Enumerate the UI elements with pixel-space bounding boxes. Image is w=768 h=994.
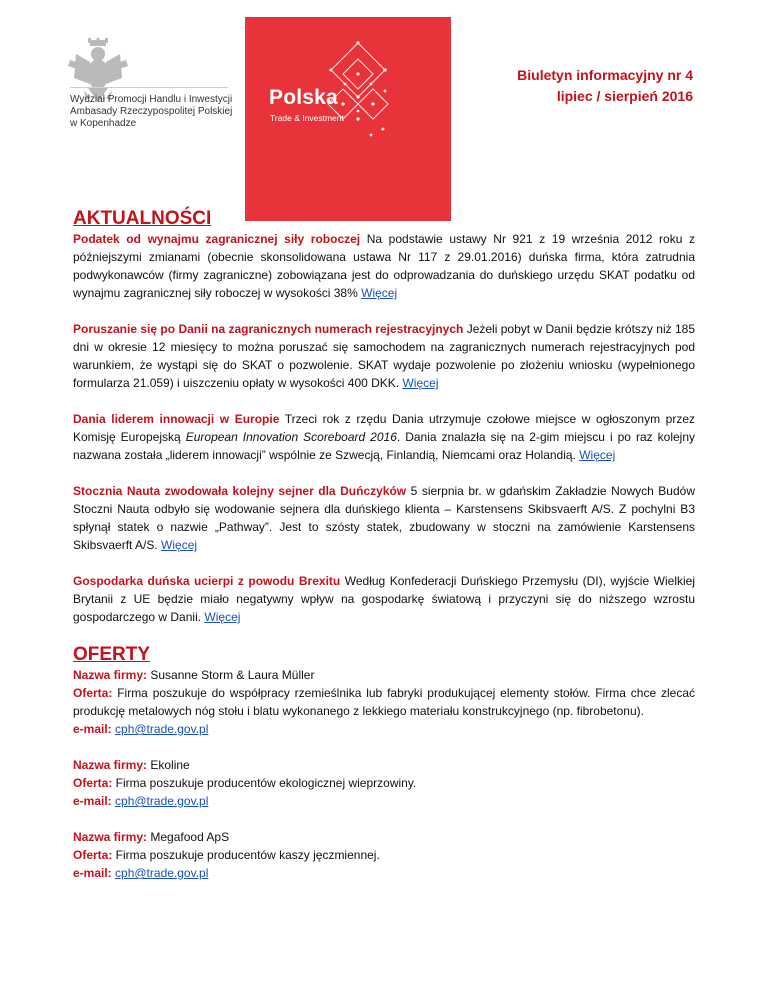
news-item (73, 230, 695, 302)
more-link[interactable]: Więcej (402, 376, 439, 390)
more-link[interactable]: Więcej (204, 610, 241, 624)
divider (70, 87, 228, 88)
news-text-italic: European Innovation Scoreboard 2016 (185, 430, 397, 444)
news-text: Jeżeli pobyt w Danii będzie krótszy niż 185 dni w okresie 12 miesięcy to można poruszać się samochodem na zagranicznych numerach rejestracyjnych pod warunkiem, że wystąpi się do SKAT o pozwolenie. SKAT wydaje pozwolenie po złożeniu wniosku (wypełnionego formularza 21.059) i uiszczeniu opłaty w wysokości 400 DKK. (73, 322, 696, 390)
news-title: Poruszanie się po Danii na zagranicznych numerach rejestracyjnych (73, 322, 464, 336)
news-item (73, 482, 695, 554)
news-title: Gospodarka duńska ucierpi z powodu Brexitu (73, 574, 341, 588)
news-text: Na podstawie ustawy Nr 921 z 19 września 2012 roku z późniejszymi zmianami (obecnie skonsolidowana ustawa Nr 117 z 29.01.2016) duńska firma, która zatrudnia podwykonawców (firmy zagraniczne) zobowiązana jest do odprowadzania do duńskiego urzędu SKAT podatku od wynajmu zagranicznej siły roboczej w wysokości 38% (73, 232, 695, 300)
offer-description: Oferta: Firma poszukuje producentów ekologicznej wieprzowiny. (73, 776, 417, 790)
news-title: Podatek od wynajmu zagranicznej siły roboczej (73, 232, 361, 246)
organization-name: Wydział Promocji Handlu i Inwestycji Ambasady Rzeczypospolitej Polskiej w Kopenhadze (70, 94, 233, 129)
bulletin-date: lipiec / sierpień 2016 (556, 88, 693, 104)
offer-item (73, 756, 695, 810)
news-title: Stocznia Nauta zwodowała kolejny sejner dla Duńczyków (73, 484, 407, 498)
offers-heading: OFERTY (73, 644, 151, 665)
main-content (73, 208, 695, 900)
more-link[interactable]: Więcej (579, 448, 616, 462)
offer-company: Nazwa firmy: Megafood ApS (73, 830, 230, 844)
header (0, 0, 768, 200)
news-title: Dania liderem innowacji w Europie (73, 412, 280, 426)
bulletin-title (517, 65, 693, 107)
email-link[interactable]: cph@trade.gov.pl (115, 722, 209, 736)
offer-company: Nazwa firmy: Ekoline (73, 758, 190, 772)
offer-description: Oferta: Firma poszukuje producentów kaszy jęczmiennej. (73, 848, 380, 862)
more-link[interactable]: Więcej (361, 286, 398, 300)
news-item (73, 572, 695, 626)
news-text: 5 sierpnia br. w gdańskim Zakładzie Nowych Budów Stoczni Nauta odbyło się wodowanie sejnera dla duńskiego klienta – Karstensens Skibsvaerft A/S. Z pochylni B3 spłynął statek o nazwie „Pathway”. Jest to szósty statek, zbudowany w stoczni na zamówienie Karstensens Skibsvaerft A/S. (73, 484, 695, 552)
bulletin-number: Biuletyn informacyjny nr 4 (517, 67, 693, 83)
news-text: Trzeci rok z rzędu Dania utrzymuje czołowe miejsce w ogłoszonym przez Komisję Europejską (73, 412, 695, 444)
offers-list (73, 666, 695, 882)
offer-company: Nazwa firmy: Susanne Storm & Laura Müller (73, 668, 315, 682)
logo-subtitle: Trade & Investment (270, 113, 344, 123)
polska-trade-investment-logo (245, 17, 451, 221)
offer-description: Oferta: Firma poszukuje do współpracy rzemieślnika lub fabryki produkującej elementy stołów. Firma chce zlecać produkcję metalowych nóg stołu i blatu wykonanego z lekkiego materiału konstrukcyjnego (np. fibrobetonu). (73, 686, 695, 718)
email-link[interactable]: cph@trade.gov.pl (115, 866, 209, 880)
offer-item (73, 828, 695, 882)
offer-email: e-mail: cph@trade.gov.pl (73, 866, 209, 880)
news-text: Według Konfederacji Duńskiego Przemysłu (DI), wyjście Wielkiej Brytanii z UE będzie miało negatywny wpływ na gospodarkę światową i przyczyni się do niższego wzrostu gospodarczego w Danii. (73, 574, 695, 624)
logo-word: Polska (269, 86, 338, 109)
news-text: . Dania znalazła się na 2-gim miejscu i po raz kolejny nazwana została „liderem innowacji” wspólnie ze Szwecją, Finlandią, Niemcami oraz Holandią. (73, 430, 695, 462)
more-link[interactable]: Więcej (161, 538, 198, 552)
offer-email: e-mail: cph@trade.gov.pl (73, 722, 209, 736)
news-heading: AKTUALNOŚCI (73, 208, 212, 229)
offer-email: e-mail: cph@trade.gov.pl (73, 794, 209, 808)
offer-item (73, 666, 695, 738)
email-link[interactable]: cph@trade.gov.pl (115, 794, 209, 808)
news-list (73, 230, 695, 626)
news-item (73, 410, 695, 464)
news-item (73, 320, 695, 392)
